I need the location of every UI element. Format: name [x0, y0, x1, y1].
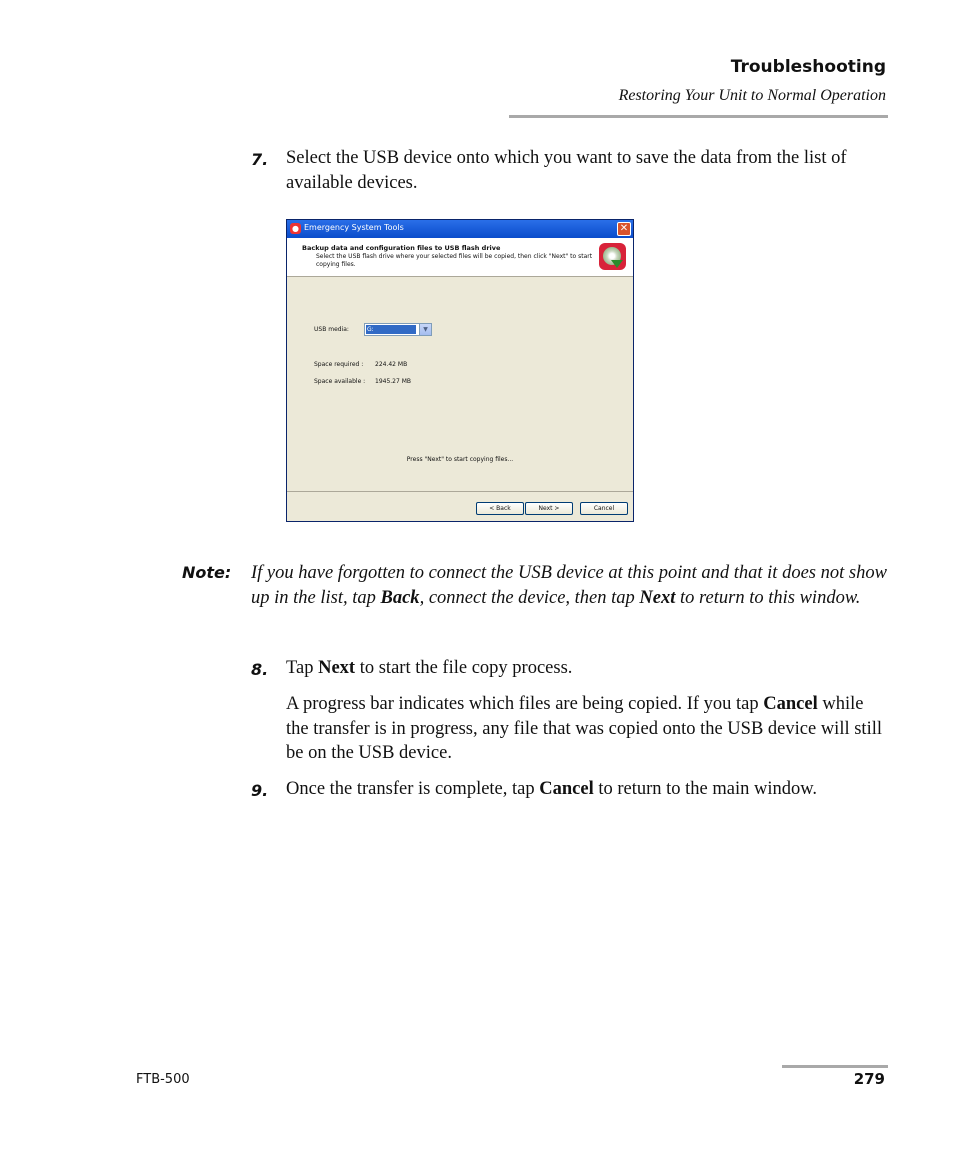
- step-9-text: Once the transfer is complete, tap Cancel to return to the main window.: [286, 779, 818, 799]
- usb-media-label: USB media:: [314, 326, 349, 333]
- step-9-number: 9.: [251, 781, 269, 800]
- space-required-value: 224.42 MB: [375, 361, 408, 368]
- step-7-text: Select the USB device onto which you want to save the data from the list of available devices.: [286, 148, 847, 193]
- dialog-title: Emergency System Tools: [304, 223, 404, 232]
- app-icon: ●: [290, 223, 301, 234]
- close-icon[interactable]: ✕: [617, 222, 631, 236]
- step-8-detail: A progress bar indicates which files are being copied. If you tap Cancel while the transfer is in progress, any file that was copied onto the USB device will still be on the USB device.: [286, 694, 882, 763]
- usb-media-select[interactable]: [364, 323, 432, 336]
- note-back: Back: [380, 587, 420, 608]
- note-text: If you have forgotten to connect the USB device at this point and that it does not show up in the list, tap Back, connect the device, then tap Next to return to this window.: [251, 563, 887, 608]
- dialog-header: [287, 238, 633, 277]
- header-rule: [509, 115, 888, 118]
- back-button[interactable]: < Back: [476, 502, 524, 515]
- dialog-separator: [287, 491, 633, 492]
- backup-disc-icon: [599, 243, 626, 270]
- space-available-value: 1945.27 MB: [375, 378, 412, 385]
- step-8-text: Tap Next to start the file copy process.: [286, 658, 573, 678]
- note-label: Note:: [182, 563, 232, 582]
- dialog-heading: Backup data and configuration files to USB flash drive: [302, 244, 501, 252]
- step-7-number: 7.: [251, 150, 269, 169]
- section-subtitle: Restoring Your Unit to Normal Operation: [618, 87, 886, 104]
- space-required-label: Space required :: [314, 361, 364, 368]
- product-name: FTB-500: [136, 1072, 190, 1087]
- emergency-tools-dialog: [286, 219, 634, 522]
- next-button[interactable]: Next >: [525, 502, 573, 515]
- section-title: Troubleshooting: [730, 57, 886, 77]
- footer-rule: [782, 1065, 888, 1068]
- page-number: 279: [853, 1070, 885, 1088]
- dialog-status-text: Press "Next" to start copying files...: [406, 456, 514, 463]
- cancel-button[interactable]: Cancel: [580, 502, 628, 515]
- dialog-titlebar: [287, 220, 633, 238]
- chevron-down-icon[interactable]: ▼: [419, 324, 431, 335]
- note-next: Next: [639, 587, 676, 608]
- space-available-label: Space available :: [314, 378, 366, 385]
- dialog-description: Select the USB flash drive where your selected files will be copied, then click "Next" to start copying files.: [316, 253, 593, 268]
- step-8-number: 8.: [251, 660, 269, 679]
- usb-media-value: G:: [366, 325, 416, 334]
